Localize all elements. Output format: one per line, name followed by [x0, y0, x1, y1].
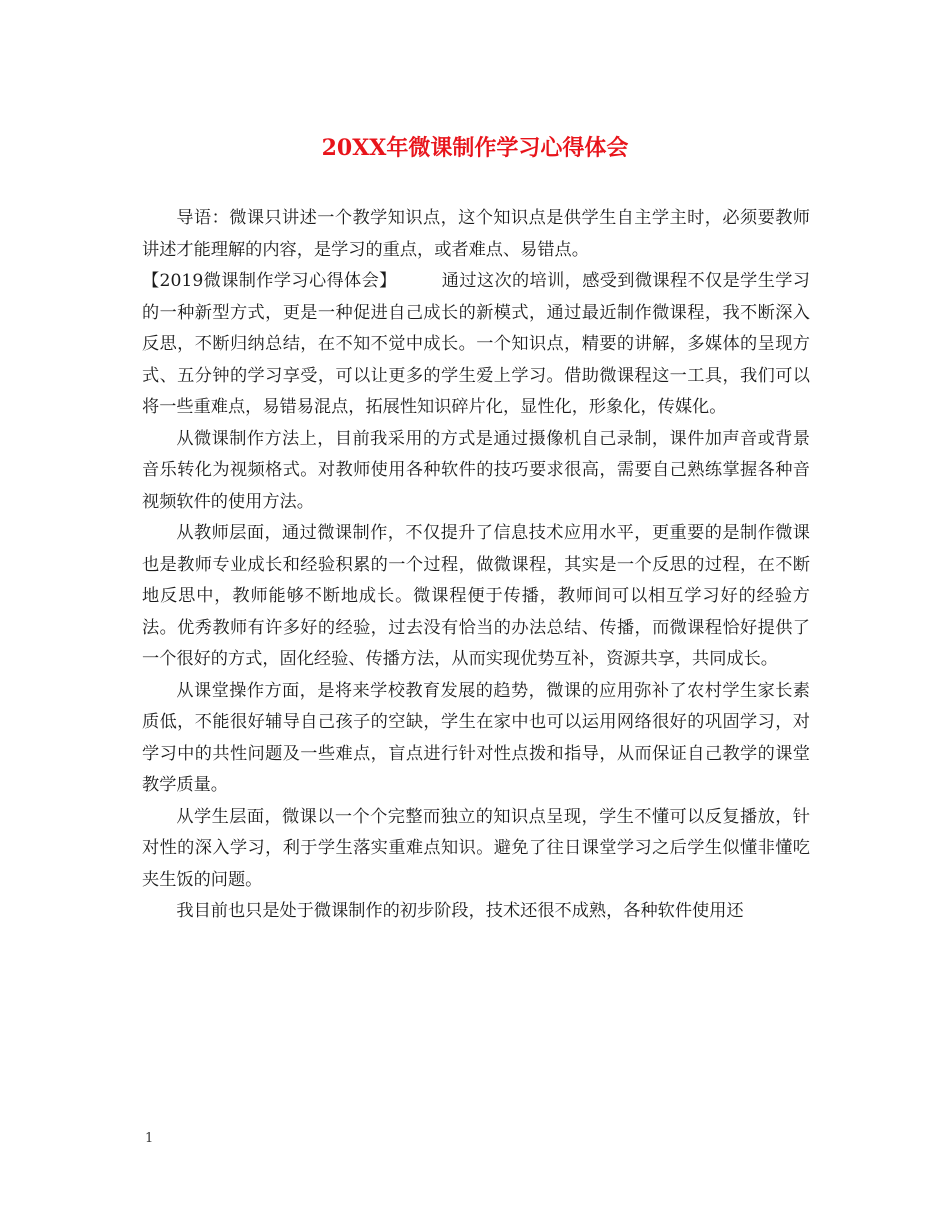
- section-label: 【2019微课制作学习心得体会】: [142, 271, 397, 291]
- body-paragraph: 从微课制作方法上，目前我采用的方式是通过摄像机自己录制，课件加声音或背景音乐转化为视频格式。对教师使用各种软件的技巧要求很高，需要自己熟练掌握各种音视频软件的使用方法。: [142, 428, 810, 512]
- document-title: 20XX年微课制作学习心得体会: [321, 135, 629, 161]
- body-paragraph: 从教师层面，通过微课制作，不仅提升了信息技术应用水平，更重要的是制作微课也是教师专业成长和经验积累的一个过程，做微课程，其实是一个反思的过程，在不断地反思中，教师能够不断地成长。微课程便于传播，教师间可以相互学习好的经验方法。优秀教师有许多好的经验，过去没有恰当的办法总结、传播，而微课程恰好提供了一个很好的方式，固化经验、传播方法，从而实现优势互补，资源共享，共同成长。: [142, 523, 810, 669]
- document-body: [142, 203, 810, 928]
- section-text: 通过这次的培训，感受到微课程不仅是学生学习的一种新型方式，更是一种促进自己成长的新模式，通过最近制作微课程，我不断深入反思，不断归纳总结，在不知不觉中成长。一个知识点，精要的讲解，多媒体的呈现方式、五分钟的学习享受，可以让更多的学生爱上学习。借助微课程这一工具，我们可以将一些重难点，易错易混点，拓展性知识碎片化，显性化，形象化，传媒化。: [142, 271, 810, 417]
- body-paragraph: 从学生层面，微课以一个个完整而独立的知识点呈现，学生不懂可以反复播放，针对性的深入学习，利于学生落实重难点知识。避免了往日课堂学习之后学生似懂非懂吃夹生饭的问题。: [142, 806, 810, 890]
- body-paragraph: 从课堂操作方面，是将来学校教育发展的趋势，微课的应用弥补了农村学生家长素质低，不能很好辅导自己孩子的空缺，学生在家中也可以运用网络很好的巩固学习，对学习中的共性问题及一些难点，盲点进行针对性点拨和指导，从而保证自己教学的课堂教学质量。: [142, 680, 810, 795]
- intro-paragraph: 导语：微课只讲述一个教学知识点，这个知识点是供学生自主学主时，必须要教师讲述才能理解的内容，是学习的重点，或者难点、易错点。: [142, 208, 810, 260]
- section-paragraph: [142, 266, 810, 424]
- page-number: 1: [145, 1131, 154, 1146]
- body-paragraph: 我目前也只是处于微课制作的初步阶段，技术还很不成熟，各种软件使用还: [176, 901, 744, 921]
